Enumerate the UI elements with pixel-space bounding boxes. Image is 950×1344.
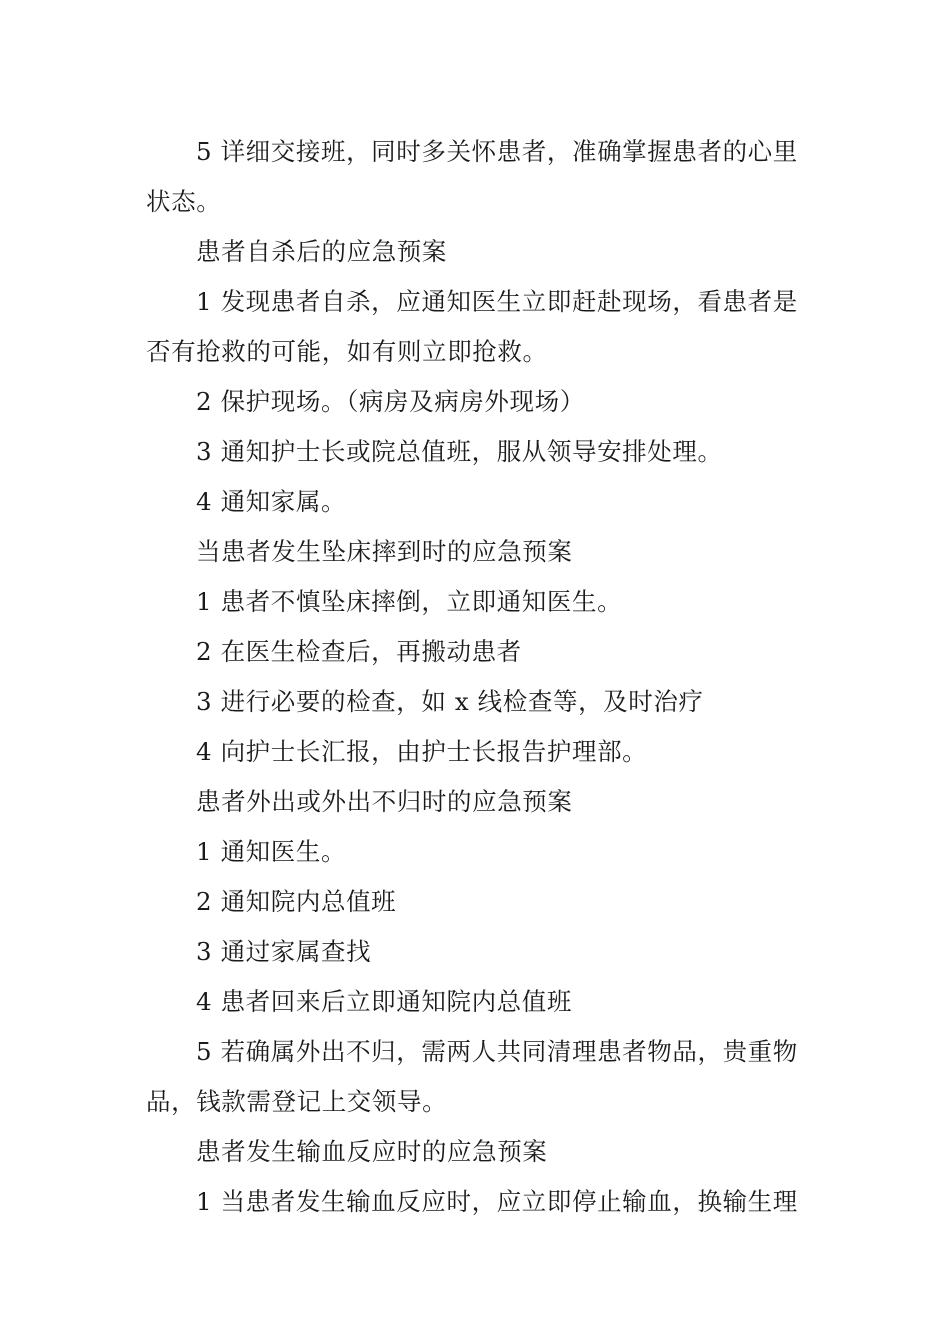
document-body (146, 127, 808, 1227)
paragraph: 1 当患者发生输血反应时，应立即停止输血，换输生理 (196, 1187, 798, 1216)
section-heading: 患者外出或外出不归时的应急预案 (196, 787, 573, 816)
paragraph: 3 通知护士长或院总值班，服从领导安排处理。 (196, 437, 723, 466)
section-heading: 患者发生输血反应时的应急预案 (196, 1137, 548, 1166)
paragraph: 4 向护士长汇报，由护士长报告护理部。 (196, 737, 648, 766)
section-heading: 当患者发生坠床摔到时的应急预案 (196, 537, 573, 566)
section-heading: 患者自杀后的应急预案 (196, 237, 447, 266)
paragraph: 5 若确属外出不归，需两人共同清理患者物品，贵重物品，钱款需登记上交领导。 (146, 1037, 798, 1116)
paragraph: 4 患者回来后立即通知院内总值班 (196, 987, 572, 1016)
paragraph: 2 保护现场。（病房及病房外现场） (196, 387, 585, 416)
paragraph: 1 患者不慎坠床摔倒，立即通知医生。 (196, 587, 623, 616)
paragraph: 4 通知家属。 (196, 487, 347, 516)
paragraph: 1 发现患者自杀，应通知医生立即赶赴现场，看患者是否有抢救的可能，如有则立即抢救。 (146, 287, 798, 366)
paragraph: 3 进行必要的检查，如 x 线检查等，及时治疗 (196, 687, 704, 716)
paragraph: 5 详细交接班，同时多关怀患者，准确掌握患者的心里状态。 (146, 137, 798, 216)
paragraph: 3 通过家属查找 (196, 937, 372, 966)
paragraph: 2 通知院内总值班 (196, 887, 397, 916)
paragraph: 1 通知医生。 (196, 837, 347, 866)
paragraph: 2 在医生检查后，再搬动患者 (196, 637, 522, 666)
